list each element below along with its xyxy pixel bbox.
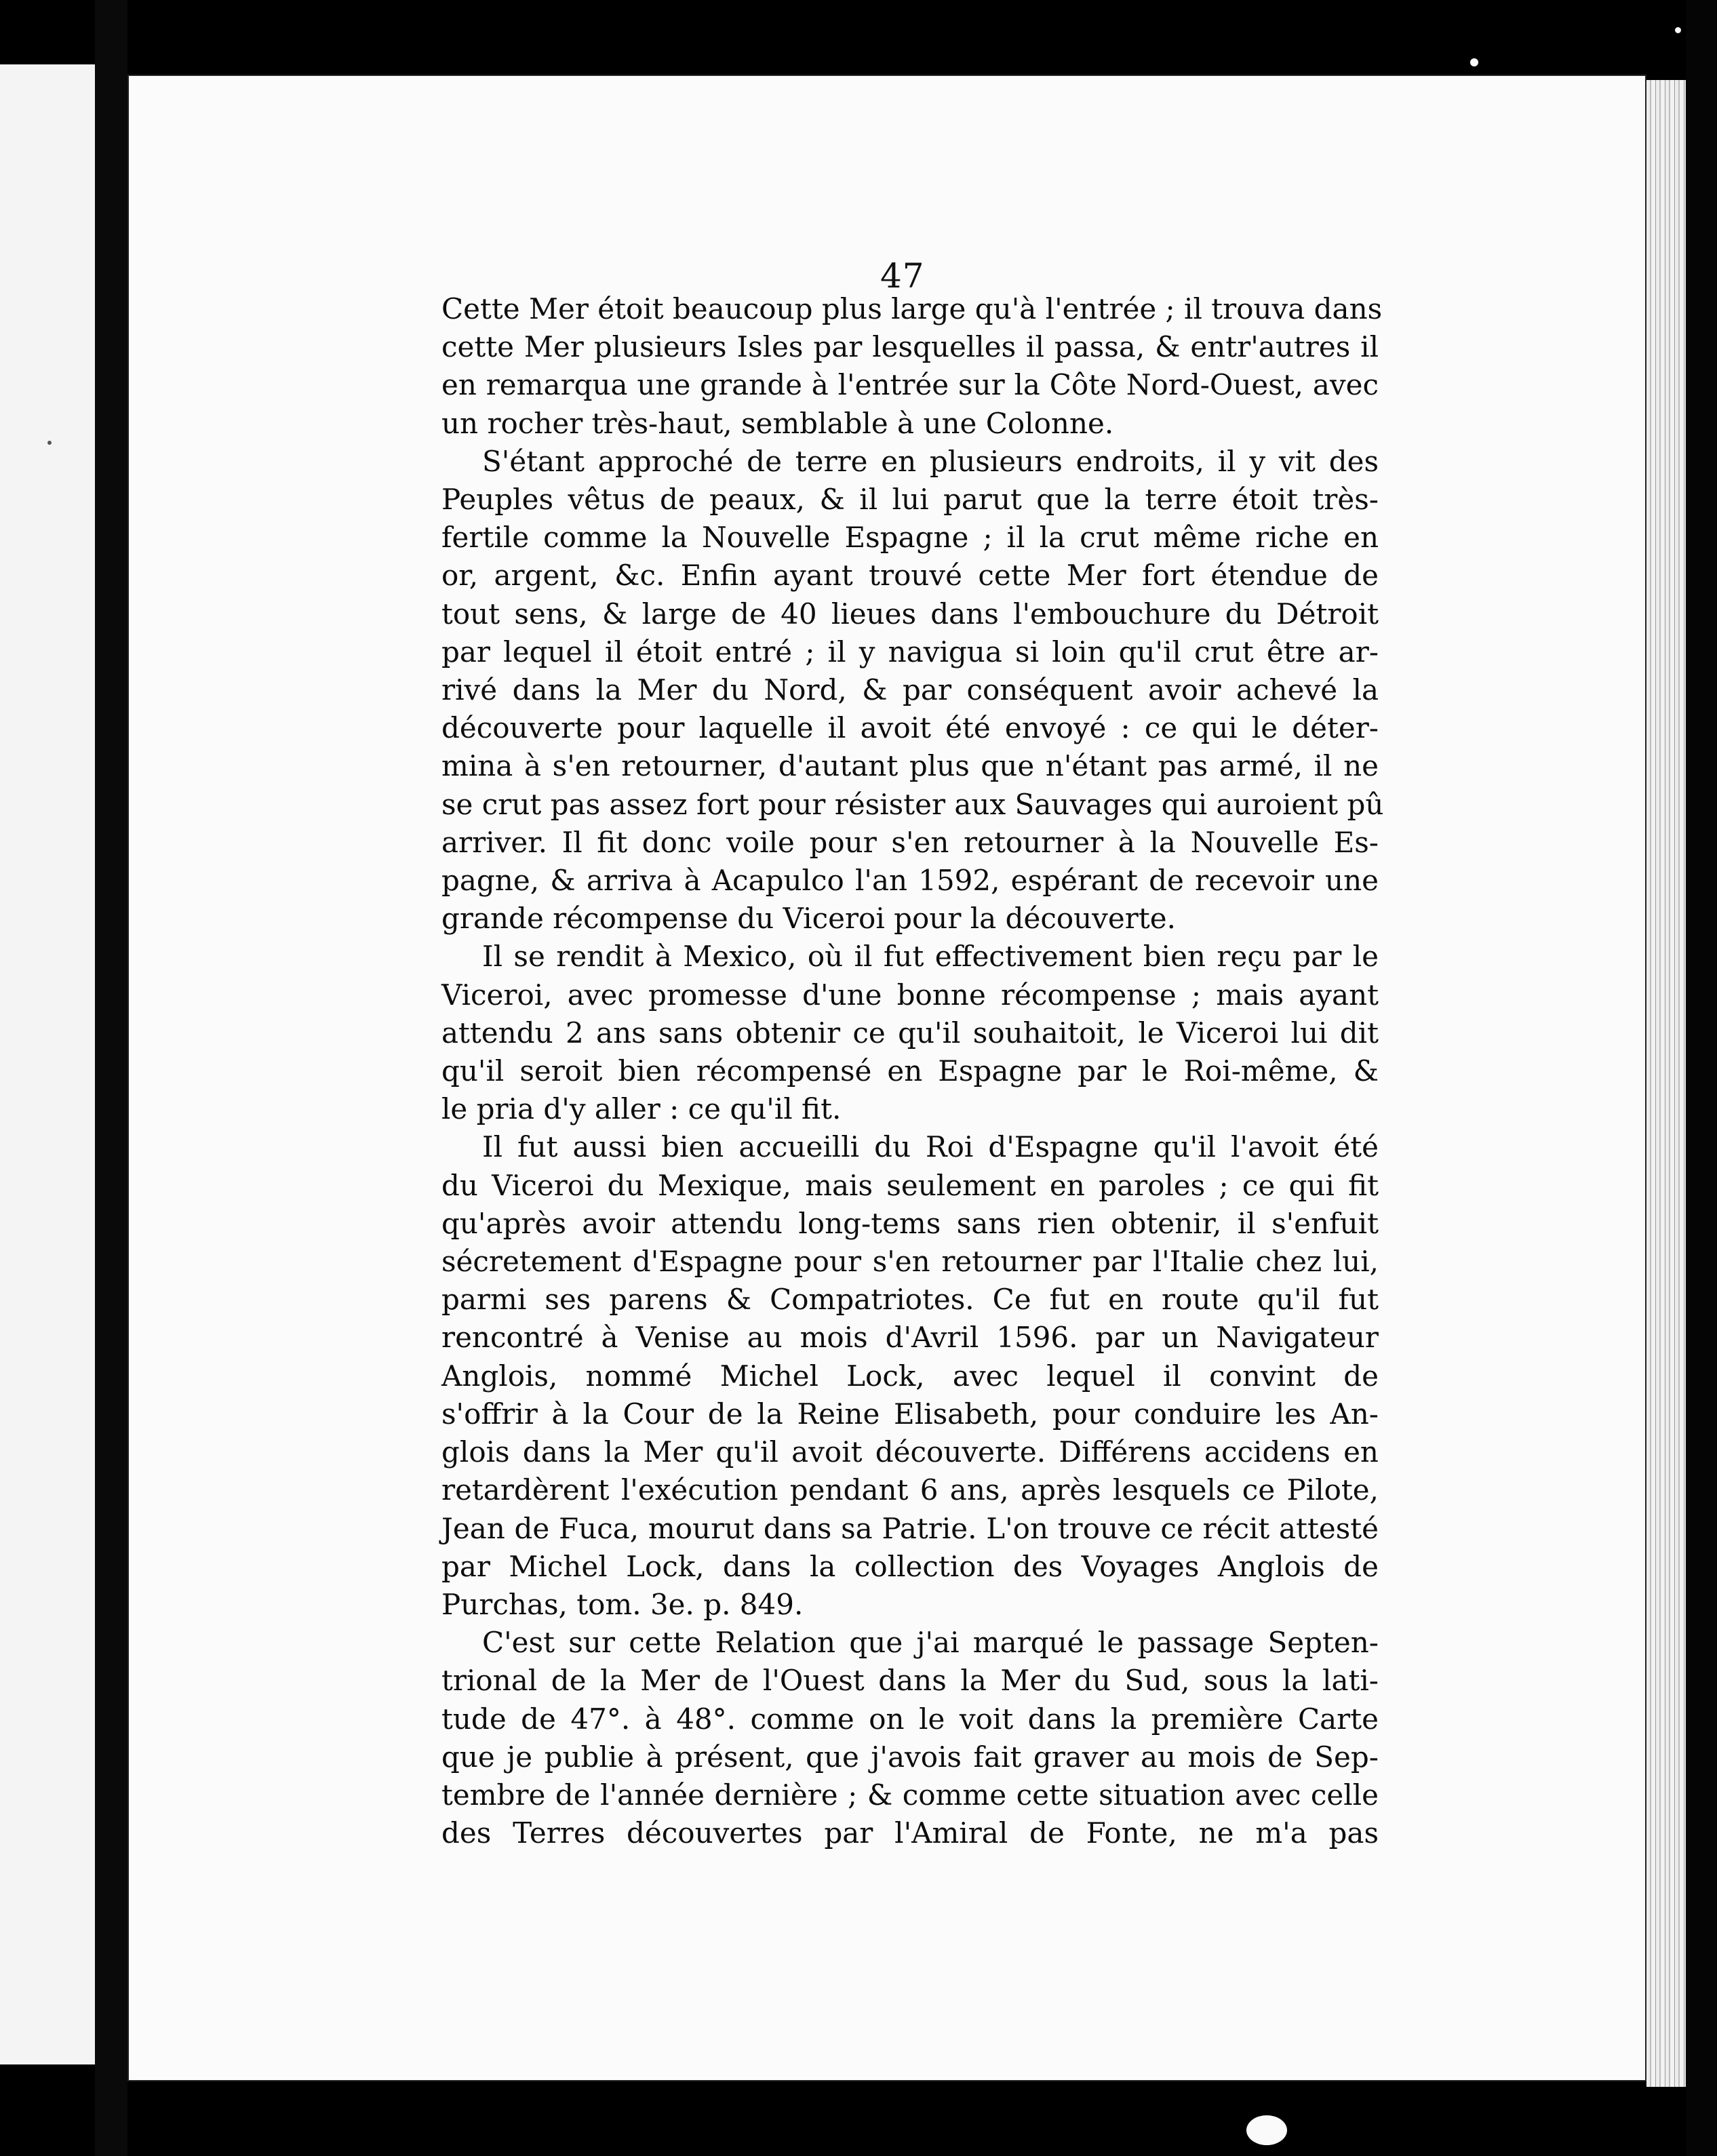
- text-line: sécretement d'Espagne pour s'en retourner par l'Italie chez lui,: [441, 1245, 1379, 1279]
- text-line: Il fut aussi bien accueilli du Roi d'Espagne qu'il l'avoit été: [482, 1130, 1379, 1164]
- scan-speck: [1675, 27, 1681, 33]
- text-line: or, argent, &c. Enfin ayant trouvé cette Mer fort étendue de: [441, 559, 1379, 593]
- text-line: tude de 47°. à 48°. comme on le voit dans la première Carte: [441, 1702, 1379, 1736]
- scan-border: [1686, 0, 1717, 2156]
- page-stack-edge: [1646, 80, 1686, 2087]
- text-line: découverte pour laquelle il avoit été envoyé : ce qui le déter-: [441, 711, 1379, 745]
- book-page: [127, 75, 1646, 2081]
- text-line: du Viceroi du Mexique, mais seulement en paroles ; ce qui fit: [441, 1168, 1379, 1202]
- text-line: rivé dans la Mer du Nord, & par conséquent avoir achevé la: [441, 673, 1379, 707]
- text-line: Cette Mer étoit beaucoup plus large qu'à l'entrée ; il trouva dans: [441, 292, 1383, 325]
- text-line: Peuples vêtus de peaux, & il lui parut que la terre étoit très-: [441, 483, 1379, 517]
- text-line: en remarqua une grande à l'entrée sur la Côte Nord-Ouest, avec: [441, 368, 1379, 402]
- text-line: par Michel Lock, dans la collection des Voyages Anglois de: [441, 1549, 1379, 1583]
- text-line: s'offrir à la Cour de la Reine Elisabeth, pour conduire les An-: [441, 1397, 1379, 1431]
- text-line: grande récompense du Viceroi pour la découverte.: [441, 902, 1176, 936]
- text-line: par lequel il étoit entré ; il y navigua si loin qu'il crut être ar-: [441, 635, 1379, 668]
- text-line: attendu 2 ans sans obtenir ce qu'il souhaitoit, le Viceroi lui dit: [441, 1016, 1379, 1050]
- text-line: tembre de l'année dernière ; & comme cette situation avec celle: [441, 1778, 1379, 1812]
- text-line: qu'il seroit bien récompensé en Espagne par le Roi-même, &: [441, 1054, 1379, 1088]
- scan-speck: [1470, 58, 1478, 66]
- text-line: parmi ses parens & Compatriotes. Ce fut en route qu'il fut: [441, 1283, 1379, 1317]
- text-line: mina à s'en retourner, d'autant plus que n'étant pas armé, il ne: [441, 749, 1379, 783]
- text-line: fertile comme la Nouvelle Espagne ; il la crut même riche en: [441, 521, 1379, 555]
- text-line: des Terres découvertes par l'Amiral de Fonte, ne m'a pas: [441, 1816, 1379, 1850]
- book-gutter: [95, 0, 127, 2156]
- text-line: se crut pas assez fort pour résister aux Sauvages qui auroient pû: [441, 787, 1384, 821]
- text-line: qu'après avoir attendu long-tems sans rien obtenir, il s'enfuit: [441, 1206, 1379, 1240]
- text-line: Jean de Fuca, mourut dans sa Patrie. L'on trouve ce récit attesté: [441, 1511, 1379, 1545]
- text-line: que je publie à présent, que j'avois fait graver au mois de Sep-: [441, 1740, 1379, 1774]
- scan-speck: [1246, 2115, 1287, 2145]
- text-line: Purchas, tom. 3e. p. 849.: [441, 1587, 804, 1621]
- text-line: cette Mer plusieurs Isles par lesquelles il passa, & entr'autres il: [441, 330, 1379, 364]
- text-line: rencontré à Venise au mois d'Avril 1596. par un Navigateur: [441, 1321, 1379, 1355]
- text-line: Anglois, nommé Michel Lock, avec lequel il convint de: [441, 1359, 1379, 1393]
- text-line: Viceroi, avec promesse d'une bonne récompense ; mais ayant: [441, 978, 1379, 1012]
- text-line: le pria d'y aller : ce qu'il fit.: [441, 1092, 842, 1126]
- text-line: pagne, & arriva à Acapulco l'an 1592, espérant de recevoir une: [441, 864, 1379, 898]
- text-line: tout sens, & large de 40 lieues dans l'embouchure du Détroit: [441, 597, 1379, 631]
- text-line: un rocher très-haut, semblable à une Colonne.: [441, 406, 1114, 440]
- page-number: 47: [880, 256, 925, 296]
- text-line: arriver. Il fit donc voile pour s'en retourner à la Nouvelle Es-: [441, 825, 1379, 859]
- text-line: retardèrent l'exécution pendant 6 ans, après lesquels ce Pilote,: [441, 1473, 1379, 1507]
- facing-page-edge: [0, 64, 97, 2064]
- text-line: C'est sur cette Relation que j'ai marqué le passage Septen-: [482, 1626, 1379, 1660]
- text-line: Il se rendit à Mexico, où il fut effectivement bien reçu par le: [482, 940, 1379, 974]
- scan-speck: [47, 441, 52, 445]
- text-line: trional de la Mer de l'Ouest dans la Mer du Sud, sous la lati-: [441, 1664, 1379, 1698]
- text-line: glois dans la Mer qu'il avoit découverte. Différens accidens en: [441, 1435, 1379, 1469]
- page-body-text: [441, 290, 1384, 1852]
- text-line: S'étant approché de terre en plusieurs endroits, il y vit des: [482, 444, 1379, 478]
